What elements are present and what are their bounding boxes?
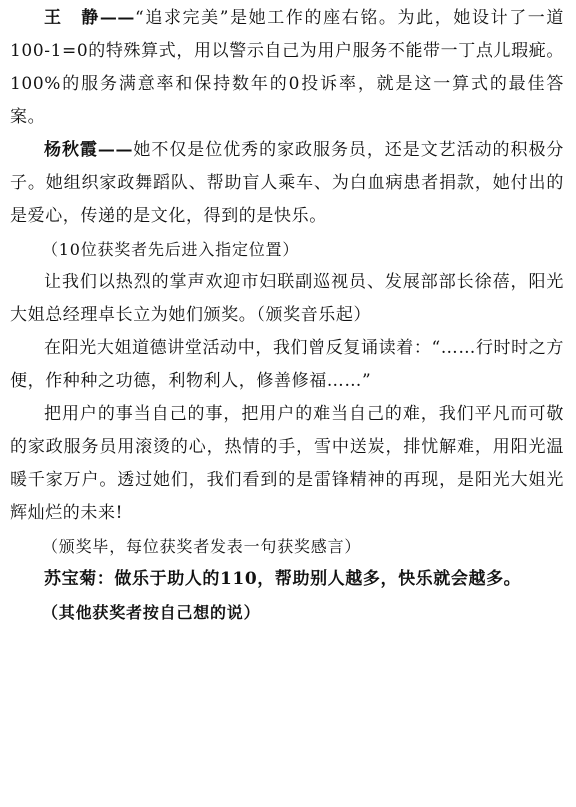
paragraph-text: “追求完美”是她工作的座右铭。为此，她设计了一道100-1=0的特殊算式，用以警示自己为用户服务不能带一丁点儿瑕疵。100%的服务满意率和保持数年的0投诉率，就是这一算式的最佳答案。 (10, 8, 565, 127)
paragraph-welcome-presenters: 让我们以热烈的掌声欢迎市妇联副巡视员、发展部部长徐蓓，阳光大姐总经理卓长立为她们颁奖。（颁奖音乐起） (10, 272, 564, 325)
paragraph-moral-lecture: 在阳光大姐道德讲堂活动中，我们曾反复诵读着：“……行时时之方便，作种种之功德，利物利人，修善修福……” (10, 338, 564, 391)
stage-direction-enter: （10位获奖者先后进入指定位置） (42, 240, 300, 259)
paragraph-su-baoju-quote: 苏宝菊：做乐于助人的110，帮助别人越多，快乐就会越多。 (44, 569, 522, 589)
awardee-name: 王 静—— (44, 8, 136, 28)
paragraph-yang-qiuxia (10, 134, 564, 233)
paragraph-text: 她不仅是位优秀的家政服务员，还是文艺活动的积极分子。她组织家政舞蹈队、帮助盲人乘车、为白血病患者捐款，她付出的是爱心，传递的是文化，得到的是快乐。 (10, 140, 565, 226)
awardee-name: 杨秋霞—— (44, 140, 134, 160)
paragraph-closing: 把用户的事当自己的事，把用户的难当自己的难，我们平凡而可敬的家政服务员用滚烫的心，热情的手，雪中送炭，排忧解难，用阳光温暖千家万户。透过她们，我们看到的是雷锋精神的再现，是阳光大姐光辉灿烂的未来! (10, 404, 564, 523)
stage-direction-speeches: （颁奖毕，每位获奖者发表一句获奖感言） (42, 537, 362, 556)
stage-direction-others: （其他获奖者按自己想的说） (42, 603, 261, 622)
paragraph-wang-jing (10, 2, 564, 134)
